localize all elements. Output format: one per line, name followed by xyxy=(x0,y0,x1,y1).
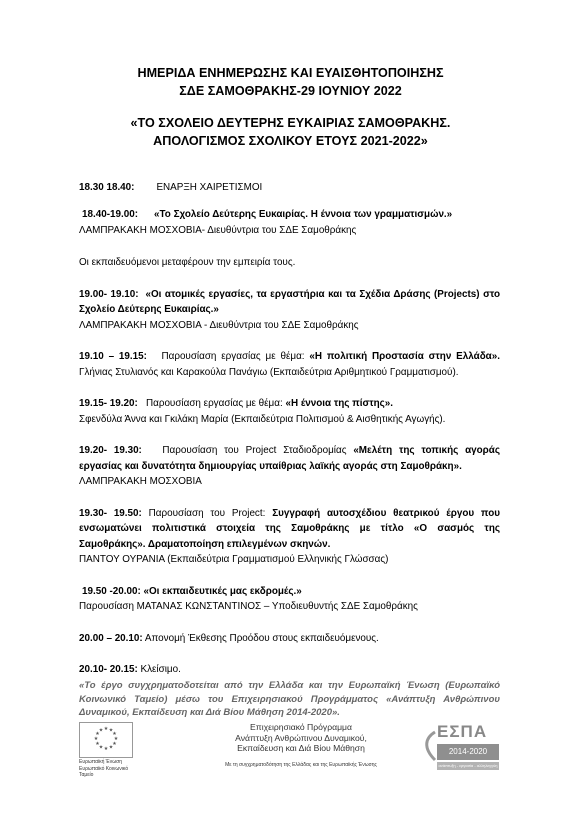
item-text: Απονομή Έκθεσης Προόδου στους εκπαιδευόμενους. xyxy=(144,632,379,644)
item-text: Κλείσιμο. xyxy=(140,664,181,675)
item-intro: Παρουσίαση εργασίας με θέμα: xyxy=(145,398,283,409)
program-item-5 xyxy=(79,349,500,380)
item-title: «Οι εκπαιδευτικές μας εκδρομές.» xyxy=(143,585,302,597)
item-speaker: ΛΑΜΠΡΑΚΑΚΗ ΜΟΣΧΟΒΙΑ - Διευθύντρια του ΣΔΕ Σαμοθράκης xyxy=(79,319,359,331)
espa-subtitle: ανάπτυξη - εργασία - αλληλεγγύη xyxy=(438,763,498,768)
item-time: 18.40-19.00: xyxy=(82,209,139,220)
item-speaker: Παρουσίαση ΜΑΤΑΝΑΣ ΚΩΝΣΤΑΝΤΙΝΟΣ – Υποδιευθυντής ΣΔΕ Σαμοθράκης xyxy=(79,601,418,612)
program-item-4 xyxy=(79,287,500,334)
item-title: «Οι ατομικές εργασίες, τα εργαστήρια και τα Σχέδια Δράσης (Projects) στο Σχολείο Δεύτερης Ευκαιρίας.» xyxy=(79,288,500,315)
svg-text:★: ★ xyxy=(112,741,117,747)
espa-mark: ΕΣΠΑ xyxy=(437,722,488,741)
item-time: 19.15- 19.20: xyxy=(79,398,138,409)
item-text: Οι εκπαιδευόμενοι μεταφέρουν την εμπειρία τους. xyxy=(79,257,296,268)
svg-text:★: ★ xyxy=(95,741,100,747)
espa-years: 2014-2020 xyxy=(437,744,499,760)
prog-cofunding-note: Με τη συγχρηματοδότηση της Ελλάδας και της Ευρωπαϊκής Ένωσης xyxy=(225,761,377,768)
header-line-3: «ΤΟ ΣΧΟΛΕΙΟ ΔΕΥΤΕΡΗΣ ΕΥΚΑΙΡΙΑΣ ΣΑΜΟΘΡΑΚΗΣ. xyxy=(130,116,451,130)
espa-swoosh-icon xyxy=(421,730,437,762)
program-item-10 xyxy=(79,631,500,647)
eu-flag-icon xyxy=(79,722,133,758)
item-title: «Η πολιτική Προστασία στην Ελλάδα». xyxy=(309,351,500,362)
item-speaker: Γλήνιας Στυλιανός και Καρακούλα Πανάγιω (Εκπαιδεύτρια Αριθμητικού Γραμματισμού). xyxy=(79,366,459,378)
item-intro: Παρουσίαση του Project: xyxy=(148,507,266,519)
item-time: 20.00 – 20.10: xyxy=(79,632,143,644)
svg-text:★: ★ xyxy=(98,727,104,734)
svg-text:★: ★ xyxy=(93,736,99,742)
operational-programme-logo xyxy=(197,722,405,769)
svg-text:★: ★ xyxy=(103,726,109,732)
program-item-9 xyxy=(79,584,500,615)
prog-line-3: Εκπαίδευση και Διά Βίου Μάθηση xyxy=(237,743,365,753)
eu-caption-2: Ευρωπαϊκό Κοινωνικό Ταμείο xyxy=(79,766,129,778)
svg-text:★: ★ xyxy=(113,736,119,742)
item-time: 19.50 -20.00: xyxy=(82,585,141,597)
program-item-11 xyxy=(79,662,500,678)
funding-note: «Το έργο συγχρηματοδοτείται από την Ελλάδα και την Ευρωπαϊκή Ένωση (Ευρωπαϊκό Κοινωνικό Ταμείο) μέσω του Επιχειρησιακού Προγράμματος «Ανάπτυξη Ανθρώπινου Δυναμικού, Εκπαίδευση και Διά Βίου Μάθηση 2014-2020». xyxy=(79,680,500,718)
item-speaker: Σφενδύλα Άννα και Γκιλάκη Μαρία (Εκπαιδεύτρια Πολιτισμού & Αισθητικής Αγωγής). xyxy=(79,413,446,425)
program-item-2 xyxy=(79,207,500,238)
program-item-8 xyxy=(79,506,500,568)
funding-logos xyxy=(79,722,504,778)
item-time: 19.10 – 19.15: xyxy=(79,351,147,362)
prog-line-2: Ανάπτυξη Ανθρώπινου Δυναμικού, xyxy=(235,732,367,743)
header-line-4: ΑΠΟΛΟΓΙΣΜΟΣ ΣΧΟΛΙΚΟΥ ΕΤΟΥΣ 2021-2022» xyxy=(153,134,428,148)
program-item-3 xyxy=(79,255,500,271)
svg-text:★: ★ xyxy=(108,727,114,734)
svg-text:★: ★ xyxy=(108,744,114,751)
item-title: «Μελέτη της τοπικής αγοράς εργασίας και δυνατότητα δημιουργίας υπαίθριας λαϊκής αγοράς στη Σαμοθράκη». xyxy=(79,445,500,472)
item-time: 19.20- 19.30: xyxy=(79,445,142,456)
svg-text:★: ★ xyxy=(95,731,100,737)
item-time: 20.10- 20.15: xyxy=(79,664,138,675)
item-title: Συγγραφή αυτοσχέδιου θεατρικού έργου που ενσωματώνει πολιτιστικά στοιχεία της Σαμοθράκης με τίτλο «Ο σασμός της Σαμοθράκης». Δραματοποίηση επιλεγμένων σκηνών. xyxy=(79,507,500,550)
item-speaker: ΠΑΝΤΟΥ ΟΥΡΑΝΙΑ (Εκπαιδεύτρια Γραμματισμού Ελληνικής Γλώσσας) xyxy=(79,554,389,565)
svg-text:★: ★ xyxy=(103,746,109,752)
item-time: 19.00- 19.10: xyxy=(79,288,139,300)
item-time: 19.30- 19.50: xyxy=(79,507,142,519)
header-line-2: ΣΔΕ ΣΑΜΟΘΡΑΚΗΣ-29 ΙΟΥΝΙΟΥ 2022 xyxy=(179,84,402,98)
item-time: 18.30 18.40: xyxy=(79,182,135,193)
item-text: ΕΝΑΡΞΗ ΧΑΙΡΕΤΙΣΜΟΙ xyxy=(156,182,263,193)
header-line-1: ΗΜΕΡΙΔΑ ΕΝΗΜΕΡΩΣΗΣ ΚΑΙ ΕΥΑΙΣΘΗΤΟΠΟΙΗΣΗΣ xyxy=(137,66,444,80)
prog-line-1: Επιχειρησιακό Πρόγραμμα xyxy=(250,722,352,732)
item-intro: Παρουσίαση του Project Σταδιοδρομίας xyxy=(162,445,347,456)
svg-text:★: ★ xyxy=(112,731,117,737)
program-item-6 xyxy=(79,396,500,427)
svg-text:★: ★ xyxy=(98,744,104,751)
eu-caption-1: Ευρωπαϊκή Ένωση xyxy=(79,759,122,765)
item-title: «Η έννοια της πίστης». xyxy=(285,398,394,409)
item-title: «Το Σχολείο Δεύτερης Ευκαιρίας. Η έννοια των γραμματισμών.» xyxy=(154,209,453,220)
item-speaker: ΛΑΜΠΡΑΚΑΚΗ ΜΟΣΧΟΒΙΑ xyxy=(79,476,202,487)
item-speaker: ΛΑΜΠΡΑΚΑΚΗ ΜΟΣΧΟΒΙΑ- Διευθύντρια του ΣΔΕ Σαμοθράκης xyxy=(79,224,357,236)
program-list xyxy=(79,180,500,689)
program-item-7 xyxy=(79,443,500,490)
program-item-1 xyxy=(79,180,500,196)
item-intro: Παρουσίαση εργασίας με θέμα: xyxy=(161,351,305,362)
document-header xyxy=(0,64,581,150)
eu-logo xyxy=(79,722,135,778)
